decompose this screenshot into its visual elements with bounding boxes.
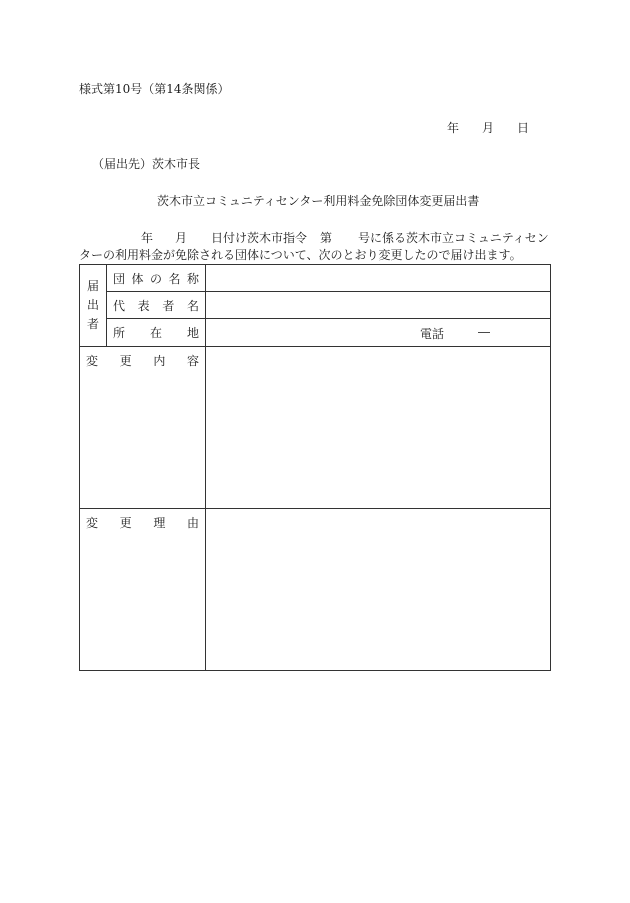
changes-field[interactable]	[206, 346, 551, 508]
applicant-label: 届 出 者	[80, 265, 107, 347]
addressee: （届出先）茨木市長	[92, 157, 201, 171]
body-part-b: 号に係る茨木市立コミュニティセン	[358, 231, 549, 245]
document-title: 茨木市立コミュニティセンター利用料金免除団体変更届出書	[157, 194, 480, 208]
notification-form-table	[79, 264, 551, 671]
date-year-label: 年	[447, 121, 460, 135]
date-month-label: 月	[482, 121, 495, 135]
phone-label: 電話	[420, 327, 445, 342]
date-day-label: 日	[517, 121, 530, 135]
body-year: 年	[141, 231, 154, 245]
form-number: 様式第10号（第14条関係）	[79, 82, 230, 96]
address-label: 所 在 地	[107, 319, 206, 346]
address-field[interactable]	[206, 319, 551, 346]
org-name-field[interactable]	[206, 265, 551, 292]
body-part-a: 日付け茨木市指令	[211, 231, 308, 245]
representative-field[interactable]	[206, 292, 551, 319]
reason-label: 変 更 理 由	[80, 508, 206, 670]
org-name-label: 団 体 の 名 称	[107, 265, 206, 292]
representative-label: 代 表 者 名	[107, 292, 206, 319]
body-month: 月	[175, 231, 188, 245]
body-dai: 第	[320, 231, 333, 245]
changes-label: 変 更 内 容	[80, 346, 206, 508]
phone-dash: ―	[478, 325, 490, 340]
reason-field[interactable]	[206, 508, 551, 670]
body-line-2: ターの利用料金が免除される団体について、次のとおり変更したので届け出ます。	[79, 248, 522, 262]
